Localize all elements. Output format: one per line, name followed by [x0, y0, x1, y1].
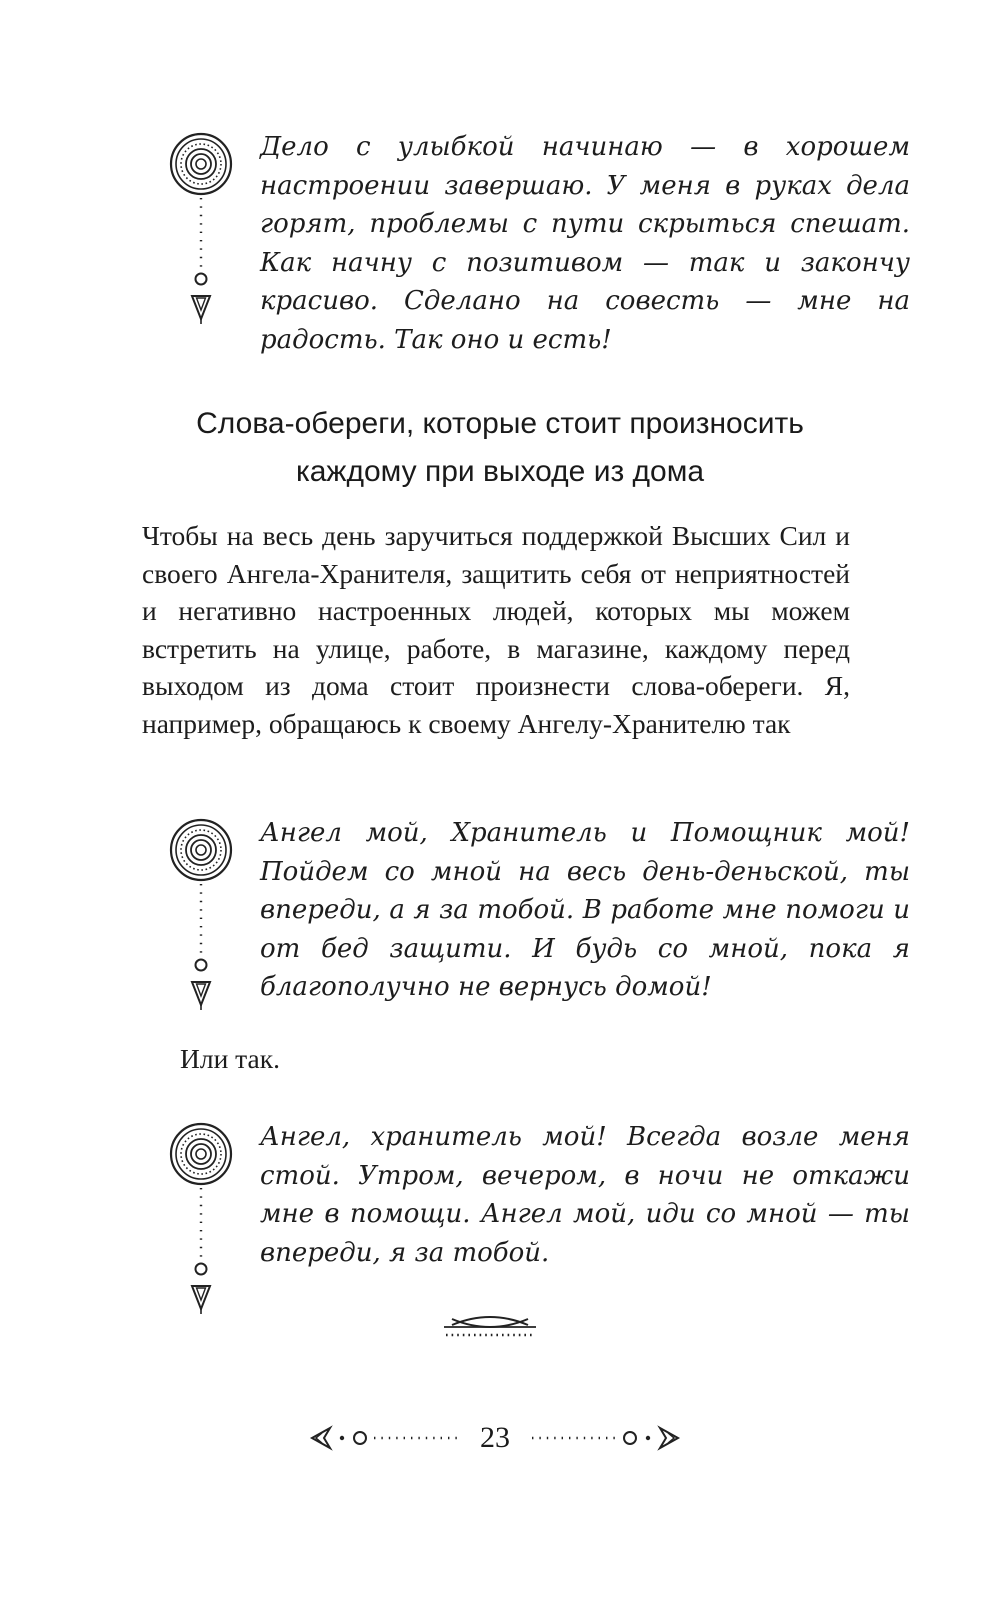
mandala-pendant-icon [165, 814, 237, 1034]
mandala-pendant-icon [165, 128, 237, 348]
heading-line-2: каждому при выходе из дома [295, 455, 705, 488]
arrow-ornament-left-icon [308, 1418, 468, 1458]
aside-text: Или так. [180, 1043, 280, 1074]
charm-text: Ангел мой, Хранитель и Помощник мой! Пойдем со мной на весь день-деньской, ты впереди, а я за тобой. В работе мне помоги и от бед защити. И будь со мной, пока я благополучно не вернусь домой! [260, 818, 910, 1002]
charm-text: Дело с улыбкой начинаю — в хорошем настроении завершаю. У меня в руках дела горят, проблемы с пути скрыться спешат. Как начну с позитивом — так и закончу красиво. Сделано на совесть — мне на радость. Так оно и есть! [260, 132, 910, 355]
mandala-pendant-icon [165, 1118, 237, 1338]
section-heading [120, 400, 880, 496]
arrow-ornament-right-icon [522, 1418, 682, 1458]
ornamental-divider-icon [440, 1305, 540, 1345]
heading-line-1: Слова-обереги, которые стоит произносить [196, 407, 804, 440]
charm-text: Ангел, хранитель мой! Всегда возле меня стой. Утром, вечером, в ночи не откажи мне в помощи. Ангел мой, иди со мной — ты впереди, я за тобой. [260, 1122, 910, 1268]
page-footer [0, 1418, 1000, 1458]
page-number: 23 [480, 1421, 510, 1454]
intro-paragraph: Чтобы на весь день заручиться поддержкой Высших Сил и своего Ангела-Хранителя, защитить себя от неприятностей и негативно настроенных людей, которых мы можем встретить на улице, работе, в магазине, каждому перед выходом из дома стоит произнести слова-обереги. Я, например, обращаюсь к своему Ангелу-Хранителю так [142, 520, 850, 739]
